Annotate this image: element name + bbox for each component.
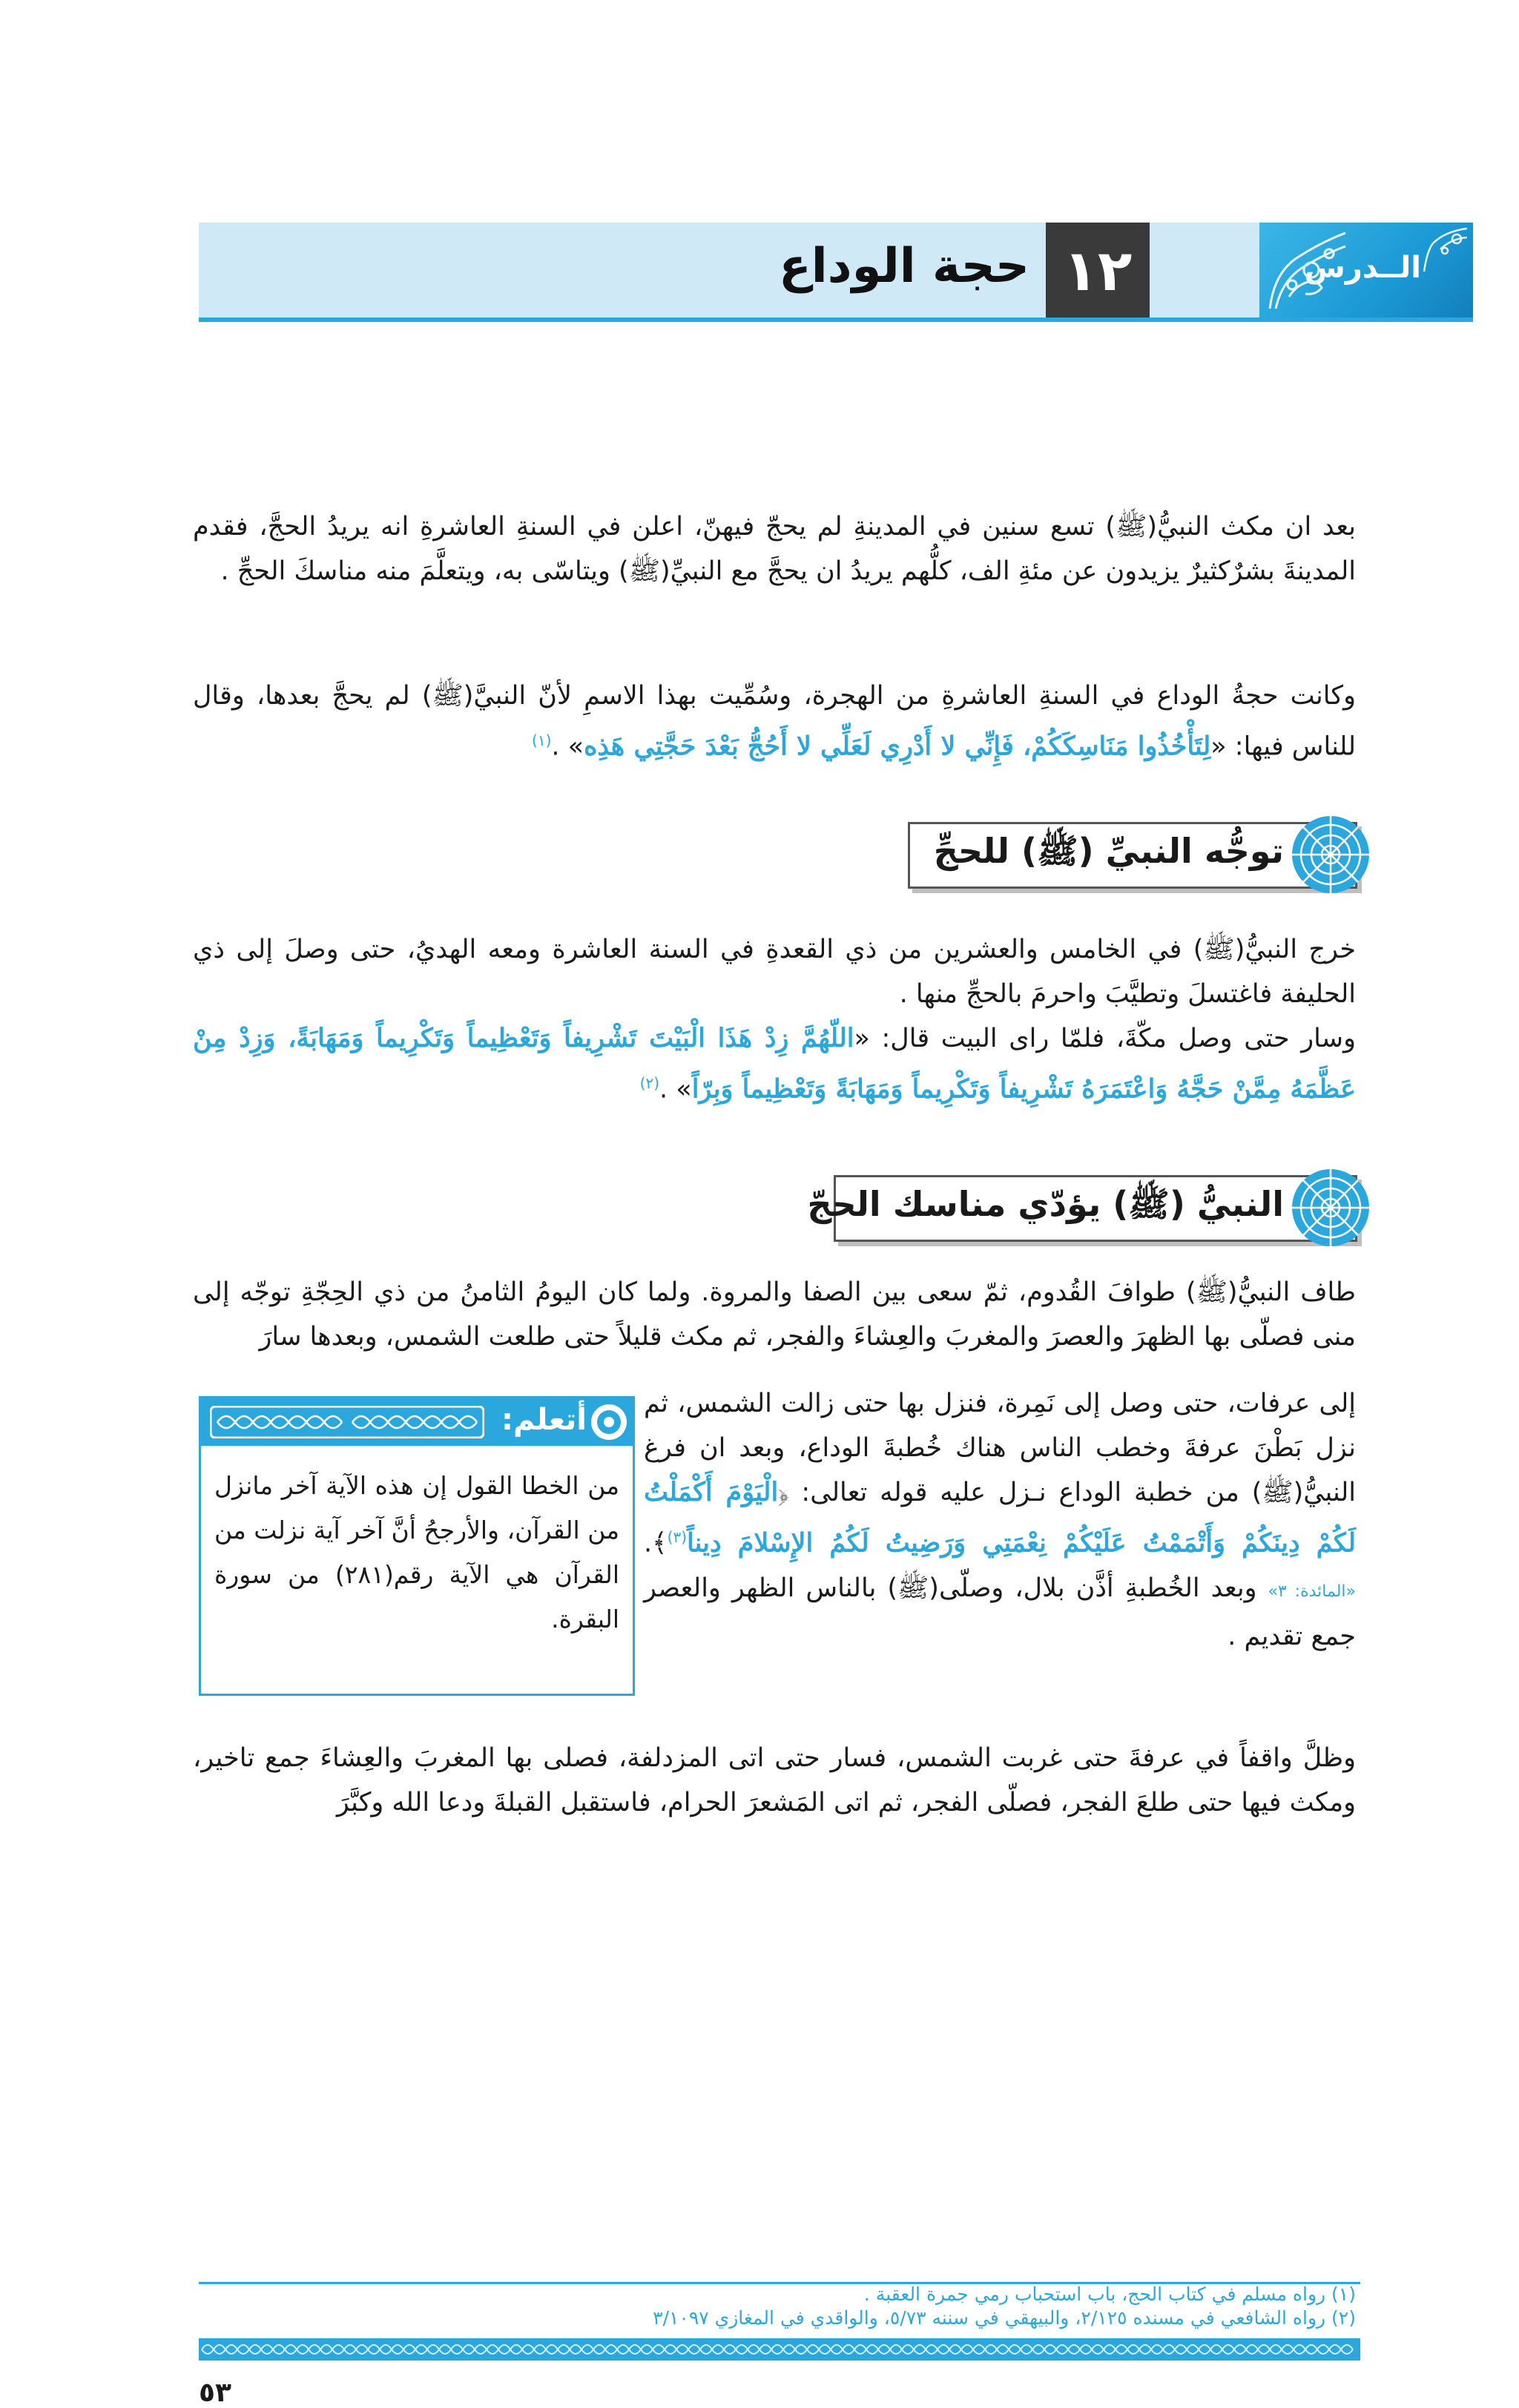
intro-paragraph-2-text: وكانت حجةُ الوداع في السنةِ العاشرةِ من الهجرة، وسُمِّيت بهذا الاسمِ لأنّ النبيَّ(ﷺ) لم يحجَّ بعدها، وقال للناس فيها: «	[193, 681, 1356, 762]
section2-paragraph-2-text: إلى عرفات، حتى وصل إلى نَمِرة، فنزل بها حتى زالت الشمس، ثم نزل بَطْنَ عرفةَ وخطب الناس هناك خُطبةَ الوداع، وبعد ان فرغ النبيُّ(ﷺ) من خطبة الوداع نـزل عليه قوله تعالى: ﴿	[644, 1389, 1356, 1507]
page-number: ٥٣	[199, 2378, 231, 2408]
rosette-icon	[1290, 1167, 1371, 1249]
chain-ornament-icon	[210, 1406, 484, 1438]
lesson-number-box	[1046, 223, 1150, 318]
did-you-know-label: أتعلم:	[501, 1403, 587, 1437]
section-title-1: توجُّه النبيِّ (ﷺ) للحجِّ	[933, 831, 1284, 871]
lesson-number: ١٢	[1063, 237, 1133, 303]
footnote-1: (١) رواه مسلم في كتاب الحج، باب استحباب رمي جمرة العقبة .	[863, 2283, 1356, 2305]
section-title-2: النبيُّ (ﷺ) يؤدّي مناسك الحجّ	[807, 1184, 1284, 1224]
did-you-know-text: من الخطا القول إن هذه الآية آخر مانزل من القرآن، والأرجحُ أنَّ آخر آية نزلت من القرآن هي الآية رقم(٢٨١) من سورة البقرة.	[214, 1471, 619, 1634]
intro-paragraph-1: بعد ان مكث النبيُّ(ﷺ) تسع سنين في المدينةِ لم يحجّ فيهنّ، اعلن في السنةِ العاشرةِ انه يريدُ الحجَّ، فقدم المدينةَ بشرٌكثيرٌ يزيدون عن مئةِ الف، كلُّهم يريدُ ان يحجَّ مع النبيِّ(ﷺ) ويتاسّى به، ويتعلَّمَ منه مناسكَ الحجِّ .	[193, 512, 1356, 586]
verse-close: ﴾.	[644, 1528, 668, 1559]
section1-paragraph-2	[193, 1016, 1356, 1112]
bottom-ornament-strip	[199, 2338, 1360, 2361]
footnote-2: (٢) رواه الشافعي في مسنده ٢/١٢٥، والبيهقي في سننه ٥/٧٣، والواقدي في المغازي ٣/١٠٩٧	[653, 2307, 1356, 2329]
corner-ornament-icon	[1267, 228, 1348, 312]
section-header-1	[908, 822, 1357, 889]
section-header-2	[807, 1175, 1357, 1242]
surah-reference: «المائدة: ٣»	[1268, 1582, 1356, 1601]
rosette-icon	[1290, 814, 1371, 895]
quran-verse: الْيَوْمَ أَكْمَلْتُ لَكُمْ دِينَكُمْ وَأَتْمَمْتُ عَلَيْكُمْ نِعْمَتِي وَرَضِيتُ لَكُمُ الإِسْلامَ دِيناً	[644, 1477, 1356, 1559]
footnote-ref-1: (١)	[532, 731, 552, 749]
hadith-quote-1: لِتَأْخُذُوا مَنَاسِكَكُمْ، فَإِنِّي لا أَدْرِي لَعَلِّي لا أَحُجُّ بَعْدَ حَجَّتِي هَذِه	[584, 731, 1211, 762]
section2-paragraph-2-after: وبعد الخُطبةِ أذَّن بلال، وصلّى(ﷺ) بالناس الظهر والعصر جمع تقديم .	[644, 1573, 1356, 1651]
rosette-icon	[590, 1403, 628, 1441]
quote-close: » .	[659, 1074, 692, 1105]
section1-paragraph-2-text: وسار حتى وصل مكّةَ، فلمّا راى البيت قال: «	[854, 1024, 1356, 1053]
corner-ornament-icon	[1423, 227, 1469, 273]
did-you-know-box	[199, 1396, 635, 1696]
header-underline	[199, 318, 1473, 322]
did-you-know-header	[201, 1398, 633, 1446]
prayer-quote: اللّهُمَّ زِدْ هَذَا الْبَيْتَ تَشْرِيفاً وَتَعْظِيماً وَتَكْرِيماً وَمَهَابَةً، وَزِدْ مِنْ عَظَّمَهُ مِمَّنْ حَجَّهُ وَاعْتَمَرَهُ تَشْرِيفاً وَتَكْرِيماً وَمَهَابَةً وَتَعْظِيماً وَبِرّاً	[193, 1023, 1356, 1105]
section2-paragraph-2	[644, 1381, 1356, 1659]
lesson-label: الــدرس	[1304, 251, 1421, 285]
intro-paragraph-2	[193, 674, 1356, 769]
page-title: حجة الوداع	[779, 239, 1029, 294]
section2-paragraph-1: طاف النبيُّ(ﷺ) طوافَ القُدوم، ثمّ سعى بين الصفا والمروة. ولما كان اليومُ الثامنُ من ذي الحِجّةِ توجّه إلى منى فصلّى بها الظهرَ والعصرَ والمغربَ والعِشاءَ والفجر، ثم مكث قليلاً حتى طلعت الشمس، وبعدها سارَ	[193, 1277, 1356, 1352]
section2-paragraph-3: وظلَّ واقفاً في عرفةَ حتى غربت الشمس، فسار حتى اتى المزدلفة، فصلى بها المغربَ والعِشاءَ جمع تاخير، ومكث فيها حتى طلعَ الفجر، فصلّى الفجر، ثم اتى المَشعرَ الحرام، فاستقبل القبلةَ ودعا الله وكبَّرَ	[193, 1743, 1356, 1817]
verse-number: (٣)	[667, 1528, 688, 1546]
section1-paragraph-1: خرج النبيُّ(ﷺ) في الخامس والعشرين من ذي القعدةِ في السنة العاشرة ومعه الهديُ، حتى وصلَ إلى ذي الحليفة فاغتسلَ وتطيَّبَ واحرمَ بالحجِّ منها .	[193, 935, 1356, 1009]
footnote-ref-2: (٢)	[639, 1074, 660, 1092]
lesson-label-box	[1259, 223, 1473, 318]
quote-close: » .	[551, 731, 584, 762]
